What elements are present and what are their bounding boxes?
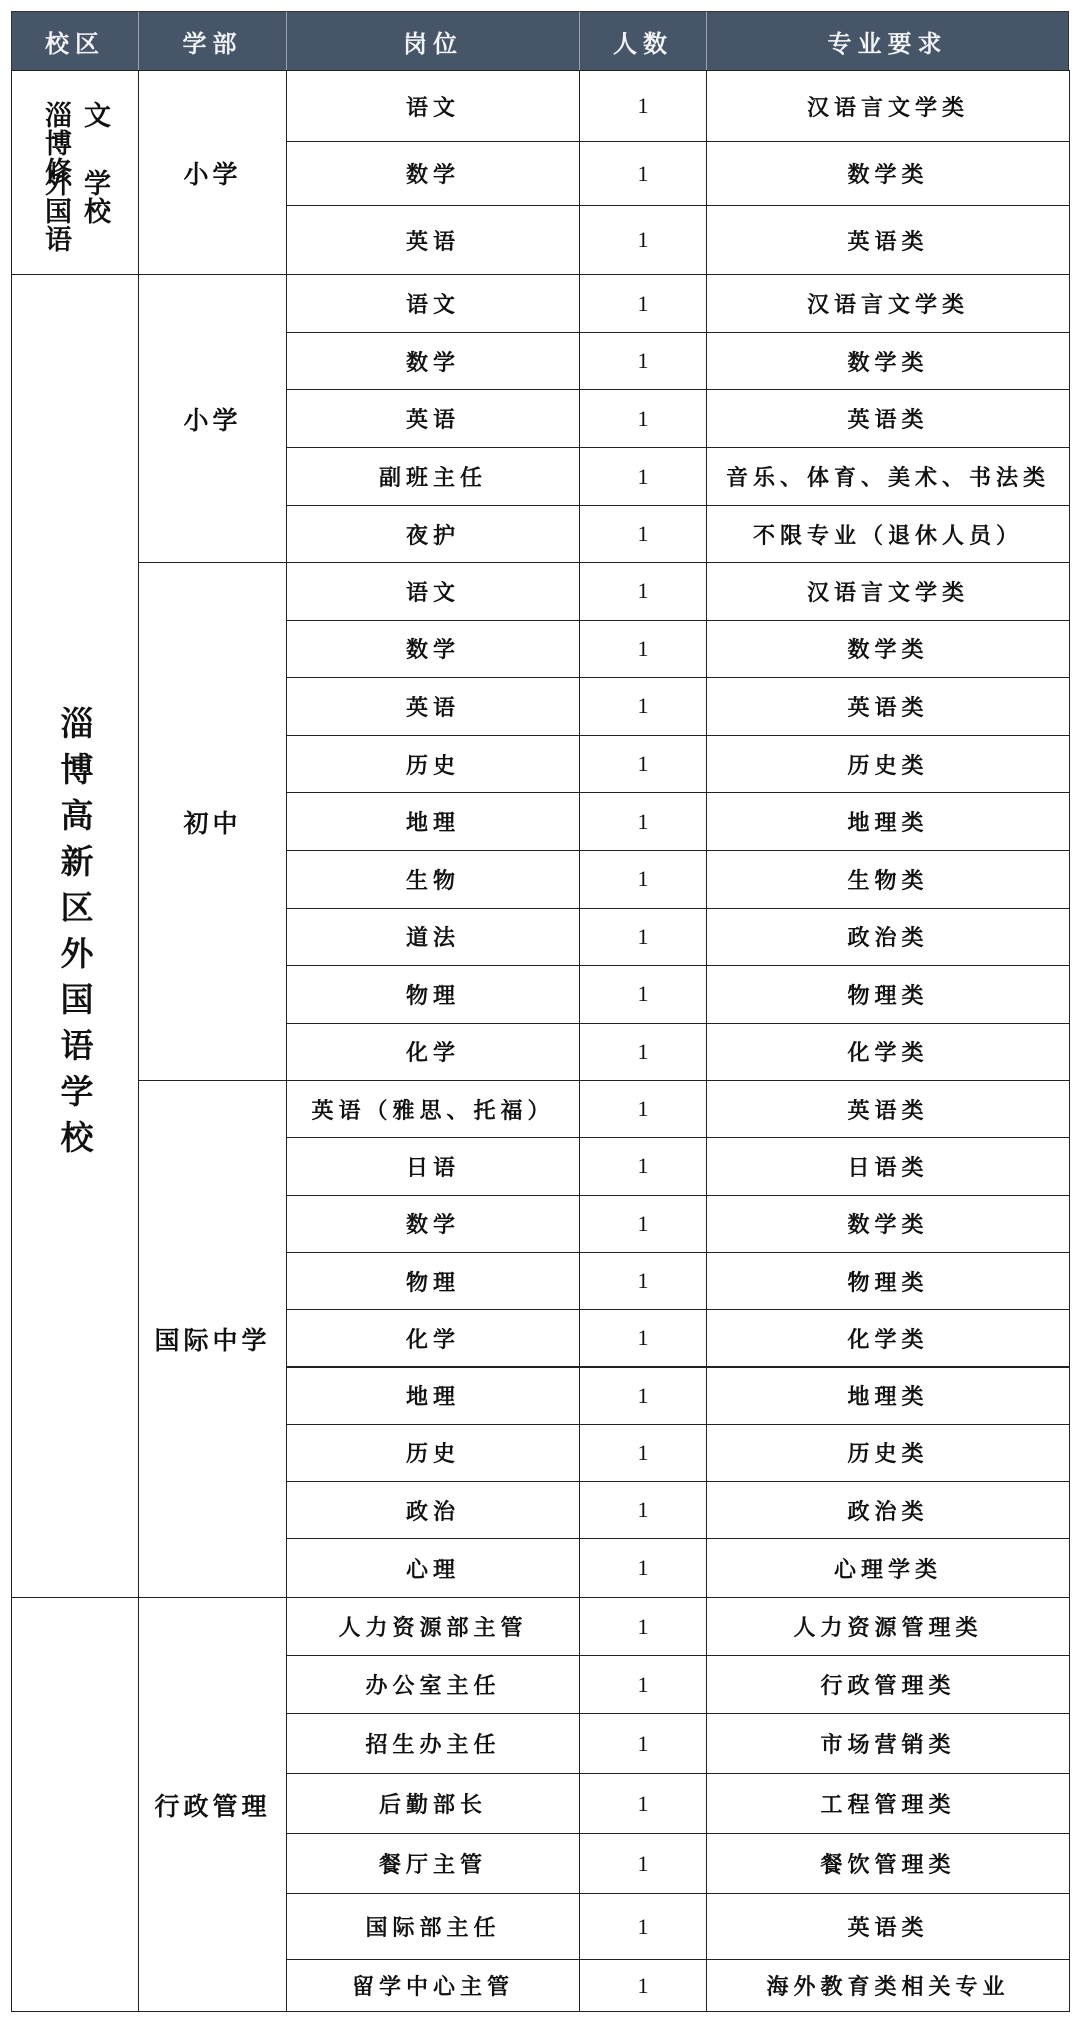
- count-cell: 1: [579, 792, 707, 851]
- position-cell: 餐厅主管: [286, 1833, 580, 1894]
- count-cell: 1: [579, 1655, 707, 1714]
- count-cell: 1: [579, 908, 707, 967]
- count-cell: 1: [579, 1023, 707, 1081]
- major-cell: 地理类: [706, 1367, 1070, 1425]
- campus-name: 淄博高新区外国语学校: [55, 706, 95, 1166]
- position-cell: 物理: [286, 1252, 580, 1310]
- count-cell: 1: [579, 1367, 707, 1425]
- position-cell: 历史: [286, 1424, 580, 1482]
- major-cell: 数学类: [706, 332, 1070, 390]
- position-cell: 生物: [286, 850, 580, 909]
- count-cell: 1: [579, 1252, 707, 1310]
- campus-cell: [11, 274, 139, 1598]
- position-cell: 语文: [286, 70, 580, 142]
- position-cell: 语文: [286, 562, 580, 621]
- position-cell: 日语: [286, 1137, 580, 1195]
- position-cell: 物理: [286, 965, 580, 1024]
- major-cell: 英语类: [706, 677, 1070, 736]
- count-cell: 1: [579, 1309, 707, 1367]
- major-cell: 日语类: [706, 1137, 1070, 1195]
- major-cell: 化学类: [706, 1023, 1070, 1081]
- major-cell: 不限专业（退休人员）: [706, 505, 1070, 563]
- department-cell: 初中: [138, 562, 287, 1081]
- major-cell: 数学类: [706, 1195, 1070, 1253]
- position-cell: 数学: [286, 620, 580, 679]
- position-cell: 地理: [286, 1367, 580, 1425]
- position-cell: 英语: [286, 389, 580, 448]
- count-cell: 1: [579, 205, 707, 275]
- major-cell: 汉语言文学类: [706, 562, 1070, 621]
- department-cell: 小学: [138, 70, 287, 275]
- position-cell: 数学: [286, 1195, 580, 1253]
- count-cell: 1: [579, 850, 707, 909]
- campus-name-line: 外国语学校: [40, 169, 110, 253]
- position-cell: 办公室主任: [286, 1655, 580, 1714]
- campus-name-line: 淄博修文: [40, 101, 110, 185]
- count-cell: 1: [579, 505, 707, 563]
- major-cell: 英语类: [706, 389, 1070, 448]
- major-cell: 工程管理类: [706, 1773, 1070, 1834]
- count-cell: 1: [579, 1538, 707, 1598]
- count-cell: 1: [579, 1773, 707, 1834]
- count-cell: 1: [579, 389, 707, 448]
- major-cell: 政治类: [706, 908, 1070, 967]
- major-cell: 心理学类: [706, 1538, 1070, 1598]
- major-cell: 地理类: [706, 792, 1070, 851]
- campus-cell: [11, 1597, 139, 2012]
- position-cell: 数学: [286, 332, 580, 390]
- count-cell: 1: [579, 1833, 707, 1894]
- header-count: 人数: [579, 11, 707, 70]
- major-cell: 汉语言文学类: [706, 70, 1070, 142]
- campus-name: [36, 71, 114, 274]
- position-cell: 夜护: [286, 505, 580, 563]
- position-cell: 数学: [286, 141, 580, 206]
- count-cell: 1: [579, 141, 707, 206]
- position-cell: 国际部主任: [286, 1893, 580, 1960]
- major-cell: 餐饮管理类: [706, 1833, 1070, 1894]
- count-cell: 1: [579, 562, 707, 621]
- count-cell: 1: [579, 274, 707, 333]
- major-cell: 化学类: [706, 1309, 1070, 1367]
- header-department: 学部: [138, 11, 287, 70]
- position-cell: 地理: [286, 792, 580, 851]
- position-cell: 留学中心主管: [286, 1959, 580, 2012]
- department-cell: 国际中学: [138, 1080, 287, 1598]
- department-cell: 小学: [138, 274, 287, 563]
- major-cell: 历史类: [706, 735, 1070, 794]
- count-cell: 1: [579, 1080, 707, 1138]
- count-cell: 1: [579, 1424, 707, 1482]
- major-cell: 数学类: [706, 620, 1070, 679]
- major-cell: 数学类: [706, 141, 1070, 206]
- major-cell: 行政管理类: [706, 1655, 1070, 1714]
- position-cell: 道法: [286, 908, 580, 967]
- count-cell: 1: [579, 620, 707, 679]
- major-cell: 生物类: [706, 850, 1070, 909]
- count-cell: 1: [579, 70, 707, 142]
- header-major: 专业要求: [706, 11, 1069, 70]
- major-cell: 英语类: [706, 205, 1070, 275]
- position-cell: 人力资源部主管: [286, 1597, 580, 1656]
- position-cell: 历史: [286, 735, 580, 794]
- header-campus: 校区: [11, 11, 139, 70]
- position-cell: 语文: [286, 274, 580, 333]
- count-cell: 1: [579, 1713, 707, 1774]
- major-cell: 物理类: [706, 965, 1070, 1024]
- major-cell: 汉语言文学类: [706, 274, 1070, 333]
- position-cell: 英语（雅思、托福）: [286, 1080, 580, 1138]
- major-cell: 英语类: [706, 1893, 1070, 1960]
- major-cell: 音乐、体育、美术、书法类: [706, 447, 1070, 506]
- position-cell: 英语: [286, 205, 580, 275]
- major-cell: 海外教育类相关专业: [706, 1959, 1070, 2012]
- position-cell: 后勤部长: [286, 1773, 580, 1834]
- position-cell: 副班主任: [286, 447, 580, 506]
- major-cell: 英语类: [706, 1080, 1070, 1138]
- count-cell: 1: [579, 677, 707, 736]
- count-cell: 1: [579, 1481, 707, 1539]
- count-cell: 1: [579, 1597, 707, 1656]
- count-cell: 1: [579, 1893, 707, 1960]
- position-cell: 化学: [286, 1023, 580, 1081]
- count-cell: 1: [579, 447, 707, 506]
- campus-cell: [11, 70, 139, 275]
- major-cell: 市场营销类: [706, 1713, 1070, 1774]
- count-cell: 1: [579, 1195, 707, 1253]
- major-cell: 政治类: [706, 1481, 1070, 1539]
- major-cell: 人力资源管理类: [706, 1597, 1070, 1656]
- count-cell: 1: [579, 1137, 707, 1195]
- count-cell: 1: [579, 332, 707, 390]
- position-cell: 英语: [286, 677, 580, 736]
- department-cell: 行政管理: [138, 1597, 287, 2012]
- header-position: 岗位: [286, 11, 580, 70]
- position-cell: 政治: [286, 1481, 580, 1539]
- position-cell: 招生办主任: [286, 1713, 580, 1774]
- position-cell: 化学: [286, 1309, 580, 1367]
- count-cell: 1: [579, 1959, 707, 2012]
- major-cell: 历史类: [706, 1424, 1070, 1482]
- count-cell: 1: [579, 965, 707, 1024]
- position-cell: 心理: [286, 1538, 580, 1598]
- count-cell: 1: [579, 735, 707, 794]
- major-cell: 物理类: [706, 1252, 1070, 1310]
